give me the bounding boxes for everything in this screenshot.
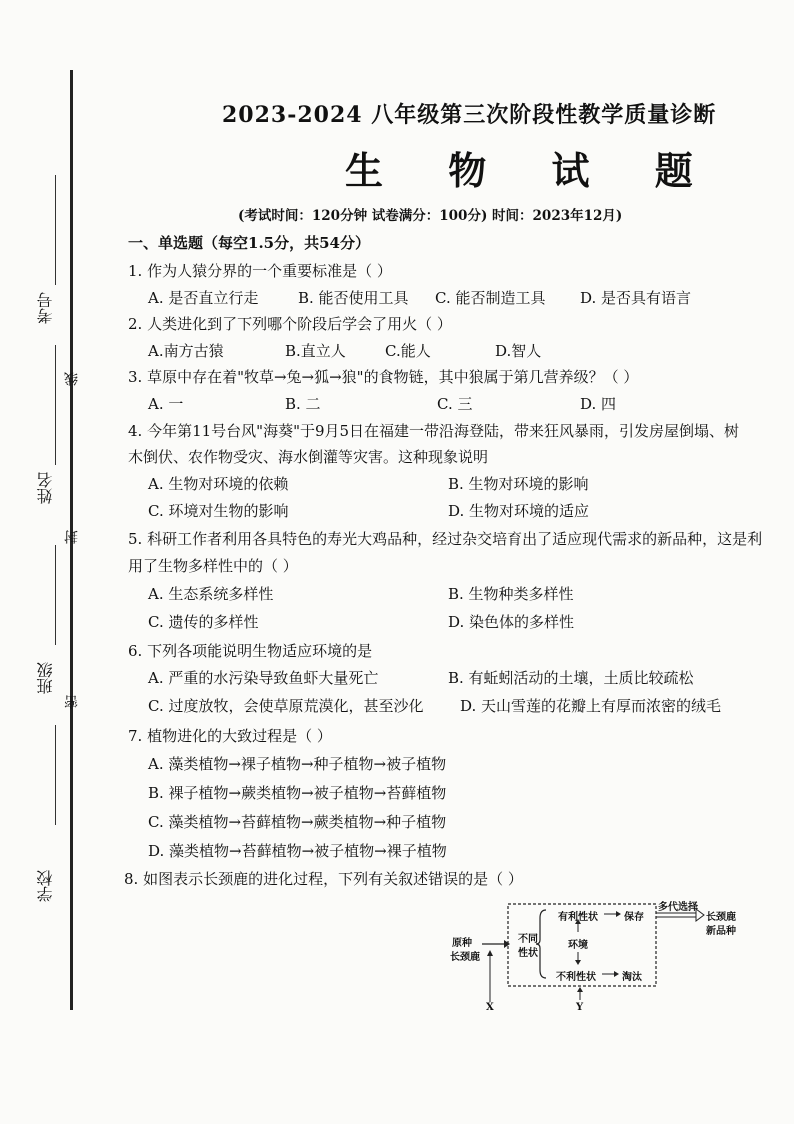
option-a: A.南方古猿 <box>148 342 224 360</box>
diagram-taotai: 淘汰 <box>622 972 642 983</box>
option-a: A. 生态系统多样性 <box>148 585 274 603</box>
question-stem: 4. 今年第11号台风"海葵"于9月5日在福建一带沿海登陆，带来狂风暴雨，引发房屋倒塌、树 <box>128 422 740 440</box>
subject-title: 生 物 试 题 <box>345 148 719 193</box>
option-a: A. 一 <box>148 395 184 413</box>
option-d: D. 藻类植物→苔藓植物→被子植物→裸子植物 <box>148 842 447 860</box>
option-b: B. 二 <box>285 395 321 413</box>
question-stem: 5. 科研工作者利用各具特色的寿光大鸡品种，经过杂交培育出了适应现代需求的新品种，这是利 <box>128 530 763 548</box>
option-d: D. 生物对环境的适应 <box>448 502 590 520</box>
option-b: B. 裸子植物→蕨类植物→被子植物→苔藓植物 <box>148 784 447 802</box>
diagram-changjinglu: 长颈鹿 <box>450 952 480 963</box>
banji-blank <box>55 545 56 645</box>
option-d: D. 天山雪莲的花瓣上有厚而浓密的绒毛 <box>460 697 722 715</box>
diagram-duodai: 多代选择 <box>658 902 698 913</box>
diagram-lines <box>448 896 748 1016</box>
option-c: C. 过度放牧，会使草原荒漠化，甚至沙化 <box>148 697 424 715</box>
option-b: B. 能否使用工具 <box>298 289 409 307</box>
option-c: C. 三 <box>437 395 473 413</box>
option-d: D. 四 <box>580 395 617 413</box>
exam-title: 2023-2024 八年级第三次阶段性教学质量诊断 <box>222 102 717 128</box>
question-stem: 8. 如图表示长颈鹿的进化过程，下列有关叙述错误的是（ ） <box>124 870 523 888</box>
diagram-buli: 不利性状 <box>556 972 596 983</box>
option-d: D.智人 <box>495 342 542 360</box>
section-heading: 一、单选题（每空1.5分，共54分） <box>128 234 370 252</box>
kaohao-blank <box>55 175 56 285</box>
option-a: A. 生物对环境的依赖 <box>148 475 289 493</box>
option-b: B. 有蚯蚓活动的土壤，土质比较疏松 <box>448 669 694 687</box>
exam-info: (考试时间：120分钟 试卷满分：100分) 时间：2023年12月) <box>238 208 623 224</box>
diagram-baocun: 保存 <box>624 912 644 923</box>
xuexiao-blank <box>55 725 56 825</box>
question-stem-cont: 用了生物多样性中的（ ） <box>128 557 298 575</box>
option-c: C. 环境对生物的影响 <box>148 502 289 520</box>
diagram-xin2: 新品种 <box>706 926 736 937</box>
question-stem: 2. 人类进化到了下列哪个阶段后学会了用火（ ） <box>128 315 452 333</box>
question-stem: 3. 草原中存在着"牧草→兔→狐→狼"的食物链，其中狼属于第几营养级？（ ） <box>128 368 639 386</box>
diagram-xin1: 长颈鹿 <box>706 912 736 923</box>
kaohao-label: 考号 <box>36 292 55 324</box>
option-b: B. 生物种类多样性 <box>448 585 574 603</box>
feng-word: 封 <box>64 530 80 544</box>
diagram-x: X <box>486 1002 494 1013</box>
option-c: C. 能否制造工具 <box>435 289 546 307</box>
option-d: D. 是否具有语言 <box>580 289 692 307</box>
question-stem: 1. 作为人猿分界的一个重要标准是（ ） <box>128 262 392 280</box>
question-stem-cont: 木倒伏、农作物受灾、海水倒灌等灾害。这种现象说明 <box>128 448 489 466</box>
diagram-youli: 有利性状 <box>558 912 598 923</box>
option-b: B.直立人 <box>285 342 346 360</box>
xingming-label: 姓名 <box>36 472 55 504</box>
option-c: C. 遗传的多样性 <box>148 613 259 631</box>
option-c: C. 藻类植物→苔藓植物→蕨类植物→种子植物 <box>148 813 447 831</box>
diagram-butong: 不同 <box>518 934 538 945</box>
xian-word: 线 <box>64 372 80 386</box>
option-c: C.能人 <box>385 342 431 360</box>
mi-word: 密 <box>64 695 80 709</box>
option-a: A. 藻类植物→裸子植物→种子植物→被子植物 <box>148 755 447 773</box>
question-stem: 6. 下列各项能说明生物适应环境的是 <box>128 642 373 660</box>
diagram-yuanzhong: 原种 <box>452 938 472 949</box>
question-stem: 7. 植物进化的大致过程是（ ） <box>128 727 332 745</box>
option-b: B. 生物对环境的影响 <box>448 475 589 493</box>
evolution-diagram <box>448 896 748 1016</box>
diagram-xingzhuang: 性状 <box>518 948 538 959</box>
xingming-blank <box>55 345 56 465</box>
diagram-y: Y <box>576 1002 584 1013</box>
option-d: D. 染色体的多样性 <box>448 613 575 631</box>
option-a: A. 是否直立行走 <box>148 289 259 307</box>
banji-label: 班级 <box>36 662 55 694</box>
xuexiao-label: 学校 <box>36 870 55 902</box>
diagram-huanjing: 环境 <box>568 940 588 951</box>
option-a: A. 严重的水污染导致鱼虾大量死亡 <box>148 669 379 687</box>
